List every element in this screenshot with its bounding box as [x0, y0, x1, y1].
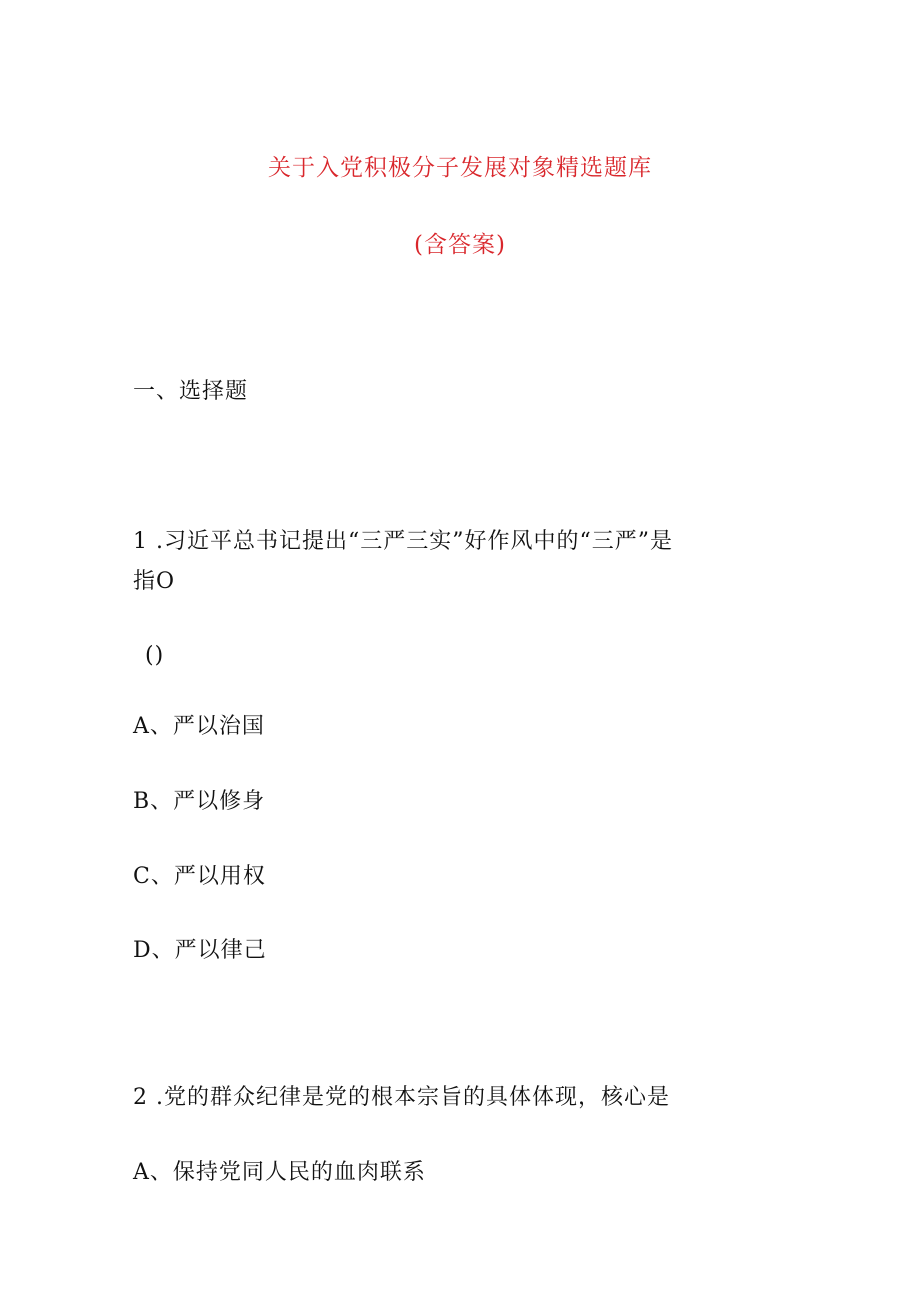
- question-2-option-a: A、保持党同人民的血肉联系: [133, 1160, 426, 1185]
- question-1-stem-line2: 指O: [133, 569, 176, 594]
- question-1-option-b: B、严以修身: [133, 789, 266, 814]
- document-title: 关于入党积极分子发展对象精选题库: [268, 155, 652, 181]
- document-subtitle: (含答案): [414, 232, 506, 258]
- question-1-stem: [133, 522, 733, 602]
- question-1-option-d: D、严以律己: [133, 938, 267, 963]
- question-1-option-a: A、严以治国: [133, 714, 265, 739]
- question-1-blank: (): [145, 643, 165, 668]
- question-1-stem-line1: 1 .习近平总书记提出“三严三实”好作风中的“三严”是: [133, 529, 673, 554]
- section-heading: 一、选择题: [133, 379, 249, 404]
- question-1-option-c: C、严以用权: [133, 864, 266, 889]
- question-2-stem: 2 .党的群众纪律是党的根本宗旨的具体体现，核心是: [133, 1085, 670, 1110]
